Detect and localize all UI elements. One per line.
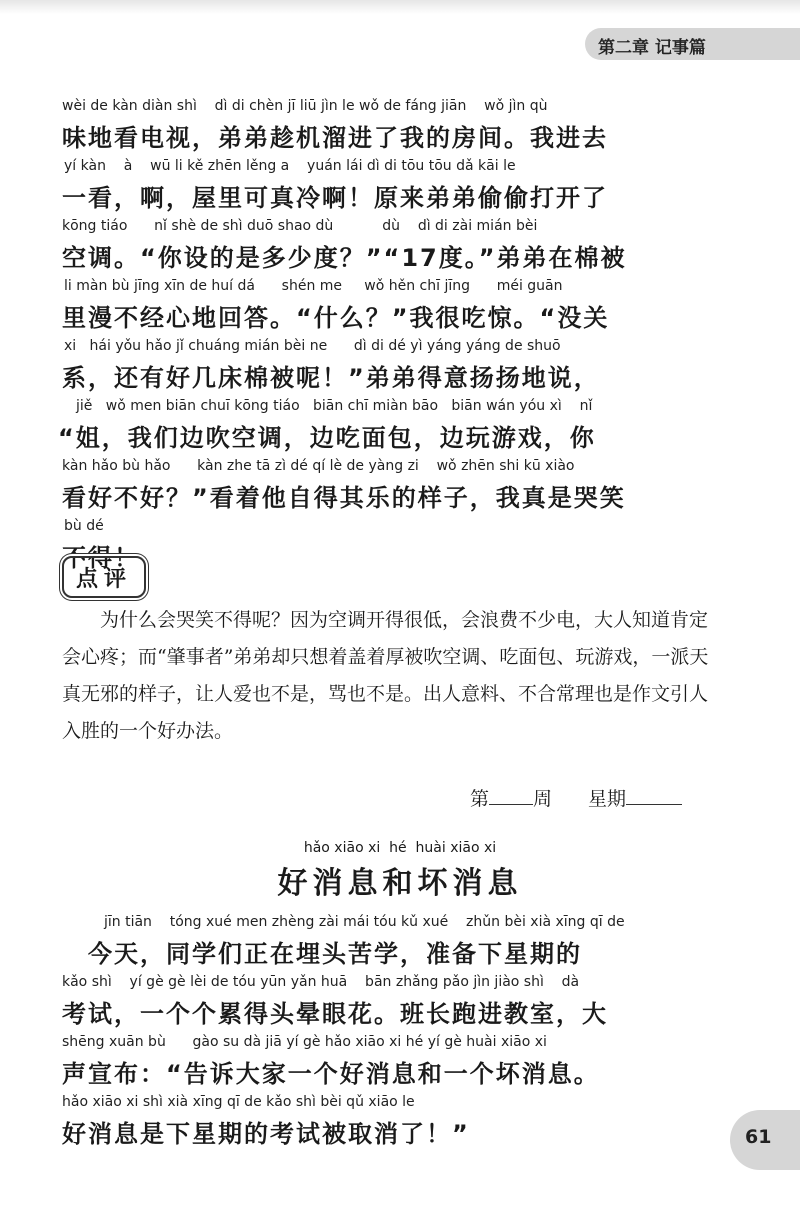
hanzi-line: 系，还有好几床棉被呢！”弟弟得意扬扬地说， [62,364,600,392]
line-4 [0,278,800,338]
hanzi-line: 里漫不经心地回答。“什么？”我很吃惊。“没关 [62,304,610,332]
hanzi-line: 一看，啊，屋里可真冷啊！原来弟弟偷偷打开了 [62,184,608,212]
pinyin-line: li màn bù jīng xīn de huí dá shén me wǒ hěn chī jīng méi guān [64,278,563,294]
pinyin-line: hǎo xiāo xi shì xià xīng qī de kǎo shì bèi qǔ xiāo le [62,1094,415,1110]
hanzi-line: “姐，我们边吹空调，边吃面包，边玩游戏，你 [58,424,596,452]
line-7 [0,458,800,518]
pinyin-line: kǎo shì yí gè gè lèi de tóu yūn yǎn huā bān zhǎng pǎo jìn jiào shì dà [62,974,580,990]
story-2 [0,914,800,1154]
hanzi-line: 声宣布：“告诉大家一个好消息和一个坏消息。 [62,1060,600,1088]
pinyin-line: yí kàn à wū li kě zhēn lěng a yuán lái dì di tōu tōu dǎ kāi le [64,158,516,174]
hanzi-line: 今天，同学们正在埋头苦学，准备下星期的 [62,940,582,968]
week-prefix: 第 [470,788,490,810]
line-2 [0,158,800,218]
pinyin-line: wèi de kàn diàn shì dì di chèn jī liū jìn le wǒ de fáng jiān wǒ jìn qù [62,98,548,114]
week-middle: 周 [533,788,553,810]
line-1 [0,98,800,158]
pinyin-line: xi hái yǒu hǎo jǐ chuáng mián bèi ne dì di dé yì yáng yáng de shuō [64,338,561,354]
line-5 [0,338,800,398]
page-number: 61 [745,1126,772,1148]
pinyin-line: kàn hǎo bù hǎo kàn zhe tā zì dé qí lè de yàng zi wǒ zhēn shi kū xiào [62,458,575,474]
comment-label: 点评 [76,566,133,592]
line-4 [0,1094,800,1154]
hanzi-line: 空调。“你设的是多少度？”“17度。”弟弟在棉被 [62,244,627,272]
line-3 [0,218,800,278]
pinyin-line: shēng xuān bù gào su dà jiā yí gè hǎo xiāo xi hé yí gè huài xiāo xi [62,1034,547,1050]
pinyin-line: kōng tiáo nǐ shè de shì duō shao dù dù dì di zài mián bèi [62,218,538,234]
story-title-pinyin: hǎo xiāo xi hé huài xiāo xi [303,840,497,856]
top-band [0,0,800,14]
comment-text [62,602,712,750]
story-1 [0,98,800,578]
comment-paragraph: 为什么会哭笑不得呢？因为空调开得很低，会浪费不少电，大人知道肯定会心疼；而“肇事者”弟弟却只想着盖着厚被吹空调、吃面包、玩游戏，一派天真无邪的样子，让人爱也不是，骂也不是。出人意料、不合常理也是作文引人入胜的一个好办法。 [62,609,709,742]
pinyin-line: jīn tiān tóng xué men zhèng zài mái tóu kǔ xué zhǔn bèi xià xīng qī de [104,914,625,930]
hanzi-line: 看好不好？”看着他自得其乐的样子，我真是哭笑 [62,484,626,512]
pinyin-line: bù dé [64,518,104,534]
hanzi-line: 考试，一个个累得头晕眼花。班长跑进教室，大 [62,1000,608,1028]
hanzi-line: 味地看电视，弟弟趁机溜进了我的房间。我进去 [62,124,608,152]
line-2 [0,974,800,1034]
line-6 [0,398,800,458]
week-line [470,784,682,811]
weekday-label: 星期 [588,788,627,810]
weekday-blank [626,804,682,805]
chapter-label: 第二章 记事篇 [598,38,706,58]
hanzi-line: 不得！ [62,544,140,572]
line-3 [0,1034,800,1094]
pinyin-line: jiě wǒ men biān chuī kōng tiáo biān chī miàn bāo biān wán yóu xì nǐ [76,398,593,414]
week-blank [489,804,533,805]
hanzi-line: 好消息是下星期的考试被取消了！” [62,1120,470,1148]
story-title: 好消息和坏消息 [277,866,523,901]
line-1 [0,914,800,974]
